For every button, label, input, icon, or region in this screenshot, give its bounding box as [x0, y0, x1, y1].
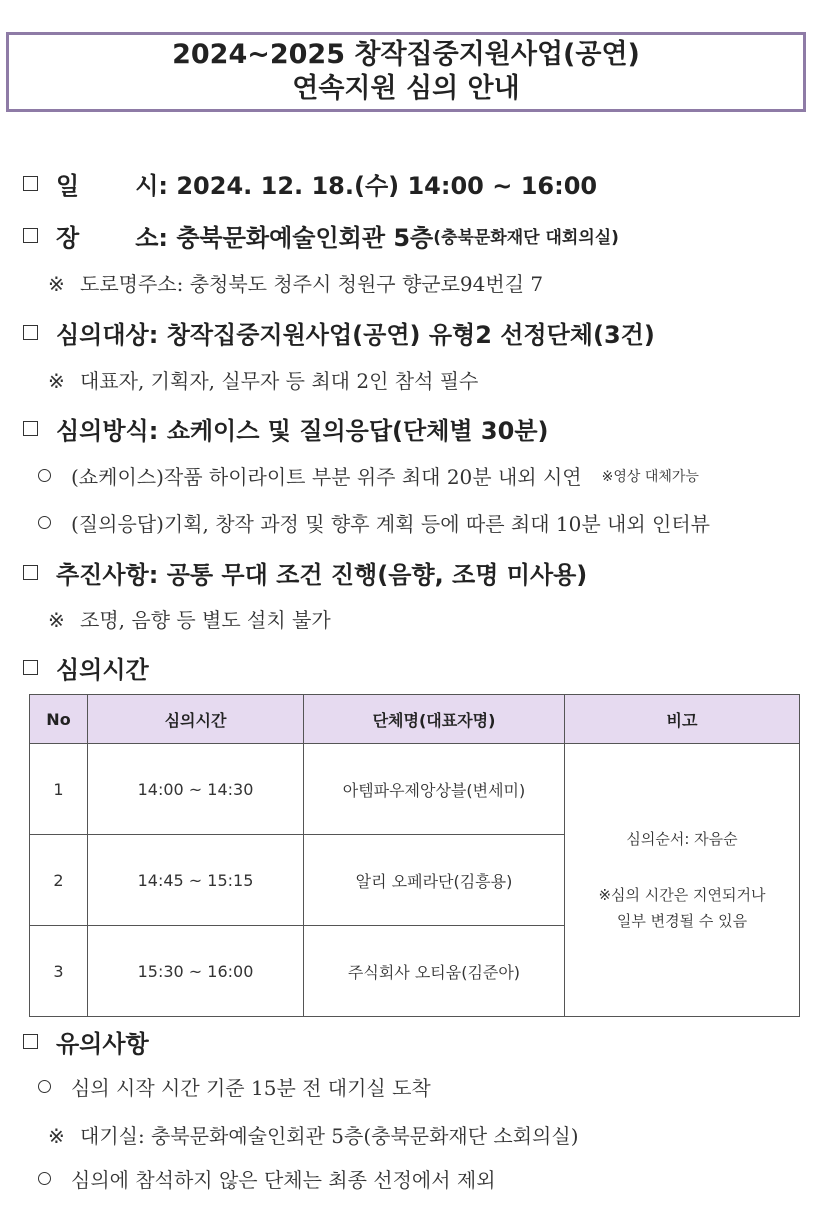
title-box [6, 32, 806, 112]
cautions-heading: 유의사항 [56, 1030, 149, 1058]
target-section [0, 315, 655, 350]
reference-mark: ※ [48, 272, 65, 296]
reference-mark: ※ [48, 369, 65, 393]
circle-bullet-icon [38, 1080, 51, 1093]
place-note [0, 268, 543, 297]
method-item-1 [0, 461, 699, 490]
row-no: 1 [30, 744, 88, 835]
row-time: 14:45 ~ 15:15 [88, 835, 304, 926]
progress-section [0, 555, 587, 590]
circle-bullet-icon [38, 516, 51, 529]
place-section [0, 218, 619, 253]
target-text: 심의대상: 창작집중지원사업(공연) 유형2 선정단체(3건) [56, 321, 655, 349]
row-time: 14:00 ~ 14:30 [88, 744, 304, 835]
remark-order: 심의순서: 자음순 [626, 830, 738, 848]
header-team: 단체명(대표자명) [304, 695, 565, 744]
progress-text: 추진사항: 공통 무대 조건 진행(음향, 조명 미사용) [56, 561, 588, 589]
place-note-text: 도로명주소: 충청북도 청주시 청원구 향군로94번길 7 [80, 272, 544, 296]
method-item-2-text: (질의응답)기획, 창작 과정 및 향후 계획 등에 따른 최대 10분 내외 인터뷰 [71, 512, 710, 536]
table-header-row [30, 695, 800, 744]
method-item-1-text: (쇼케이스)작품 하이라이트 부분 위주 최대 20분 내외 시연 [71, 465, 582, 489]
progress-note [0, 604, 331, 633]
caution-item-2 [0, 1164, 496, 1193]
method-item-2 [0, 508, 710, 537]
caution-item-2-text: 심의에 참석하지 않은 단체는 최종 선정에서 제외 [71, 1168, 496, 1192]
checkbox-square-icon [23, 421, 38, 436]
date-label-2: 시: [135, 172, 168, 200]
row-team: 알리 오페라단(김흥용) [304, 835, 565, 926]
header-remark: 비고 [565, 695, 800, 744]
reference-mark: ※ [48, 1124, 65, 1148]
method-text: 심의방식: 쇼케이스 및 질의응답(단체별 30분) [56, 417, 549, 445]
checkbox-square-icon [23, 565, 38, 580]
caution-item-1-note-text: 대기실: 충북문화예술인회관 5층(충북문화재단 소회의실) [80, 1124, 579, 1148]
header-no: No [30, 695, 88, 744]
row-team: 주식회사 오티움(김준아) [304, 926, 565, 1017]
remark-note-2: 일부 변경될 수 있음 [616, 912, 748, 930]
checkbox-square-icon [23, 1034, 38, 1049]
method-section [0, 411, 548, 446]
method-item-1-aside: ※영상 대체가능 [601, 468, 699, 485]
checkbox-square-icon [23, 325, 38, 340]
row-no: 3 [30, 926, 88, 1017]
schedule-table [29, 694, 800, 1017]
row-time: 15:30 ~ 16:00 [88, 926, 304, 1017]
place-detail: (충북문화재단 대회의실) [433, 228, 619, 248]
header-time: 심의시간 [88, 695, 304, 744]
target-note-text: 대표자, 기획자, 실무자 등 최대 2인 참석 필수 [80, 369, 479, 393]
checkbox-square-icon [23, 228, 38, 243]
checkbox-square-icon [23, 176, 38, 191]
date-value: 2024. 12. 18.(수) 14:00 ~ 16:00 [176, 172, 598, 200]
circle-bullet-icon [38, 1172, 51, 1185]
cautions-section [0, 1024, 149, 1059]
place-value: 충북문화예술인회관 5층 [176, 224, 434, 252]
caution-item-1-text: 심의 시작 시간 기준 15분 전 대기실 도착 [71, 1076, 431, 1100]
row-team: 아템파우제앙상블(변세미) [304, 744, 565, 835]
circle-bullet-icon [38, 469, 51, 482]
place-label-2: 소: [135, 224, 168, 252]
progress-note-text: 조명, 음향 등 별도 설치 불가 [80, 608, 331, 632]
title-line-2: 연속지원 심의 안내 [292, 73, 520, 104]
schedule-section [0, 650, 149, 685]
caution-item-1 [0, 1072, 431, 1101]
table-row [30, 744, 800, 835]
title-line-1: 2024~2025 창작집중지원사업(공연) [172, 39, 640, 70]
caution-item-1-note [0, 1120, 579, 1149]
schedule-heading: 심의시간 [56, 656, 149, 684]
remark-note-1: ※심의 시간은 지연되거나 [598, 886, 766, 904]
place-label: 장 [56, 224, 80, 252]
date-label: 일 [56, 172, 80, 200]
target-note [0, 365, 478, 394]
date-section [0, 166, 597, 201]
checkbox-square-icon [23, 660, 38, 675]
row-no: 2 [30, 835, 88, 926]
reference-mark: ※ [48, 608, 65, 632]
remark-cell [565, 744, 800, 1017]
